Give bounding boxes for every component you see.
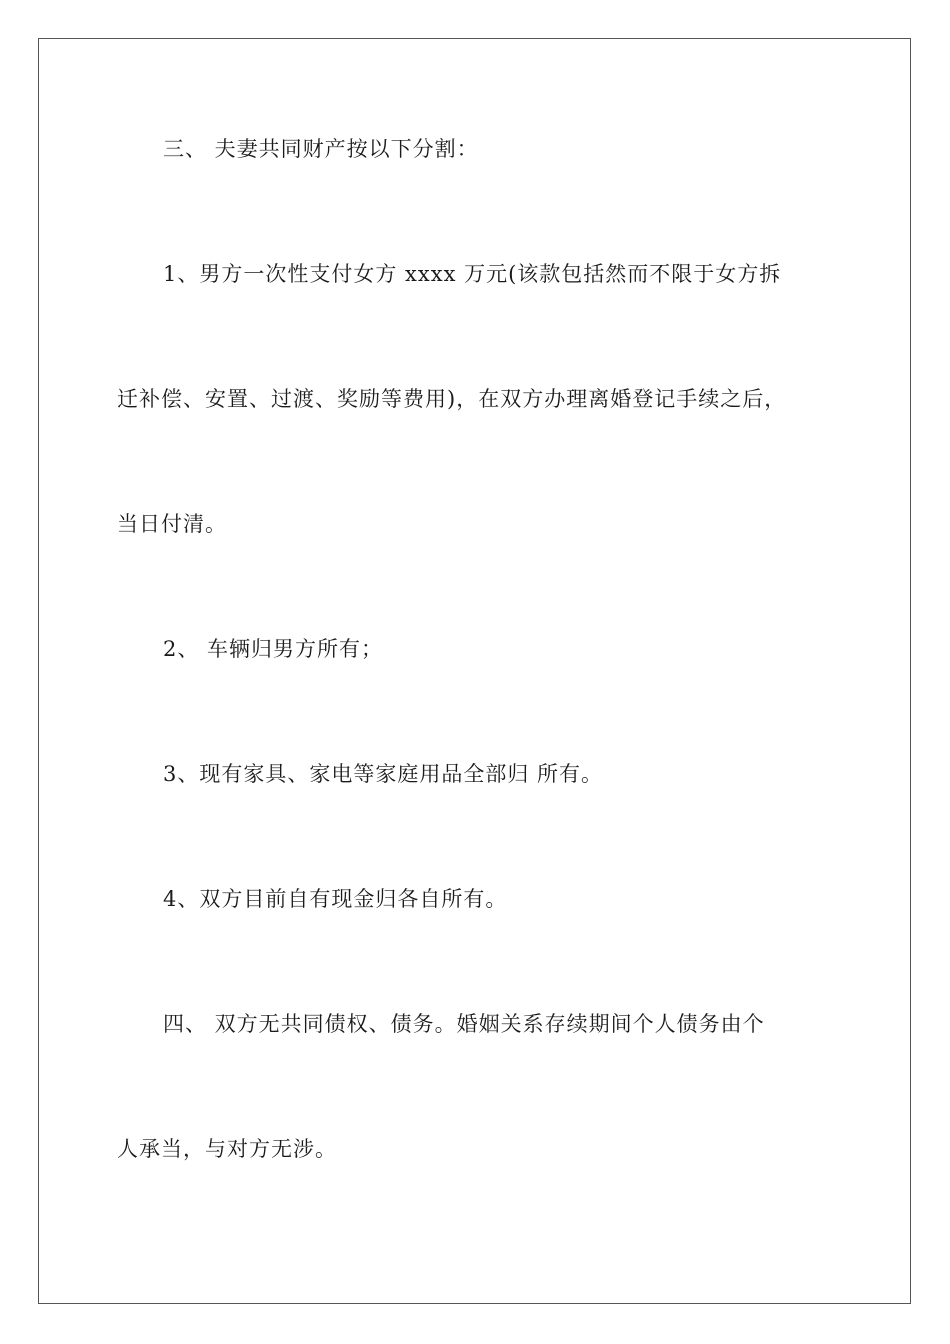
section-four-line-2: 人承当，与对方无涉。 bbox=[117, 1137, 337, 1161]
clause-2: 2、 车辆归男方所有； bbox=[163, 637, 384, 661]
clause-1-line-3: 当日付清。 bbox=[117, 512, 227, 536]
page-border bbox=[38, 38, 911, 1304]
section-four-line-1: 四、 双方无共同债权、债务。婚姻关系存续期间个人债务由个 bbox=[163, 1012, 765, 1036]
clause-3: 3、现有家具、家电等家庭用品全部归 所有。 bbox=[163, 762, 604, 786]
clause-1-line-2: 迁补偿、安置、过渡、奖励等费用)，在双方办理离婚登记手续之后， bbox=[117, 387, 787, 411]
section-three-heading: 三、 夫妻共同财产按以下分割： bbox=[163, 137, 479, 161]
clause-4: 4、双方目前自有现金归各自所有。 bbox=[163, 887, 508, 911]
clause-1-line-1: 1、男方一次性支付女方 xxxx 万元(该款包括然而不限于女方拆 bbox=[163, 262, 782, 286]
